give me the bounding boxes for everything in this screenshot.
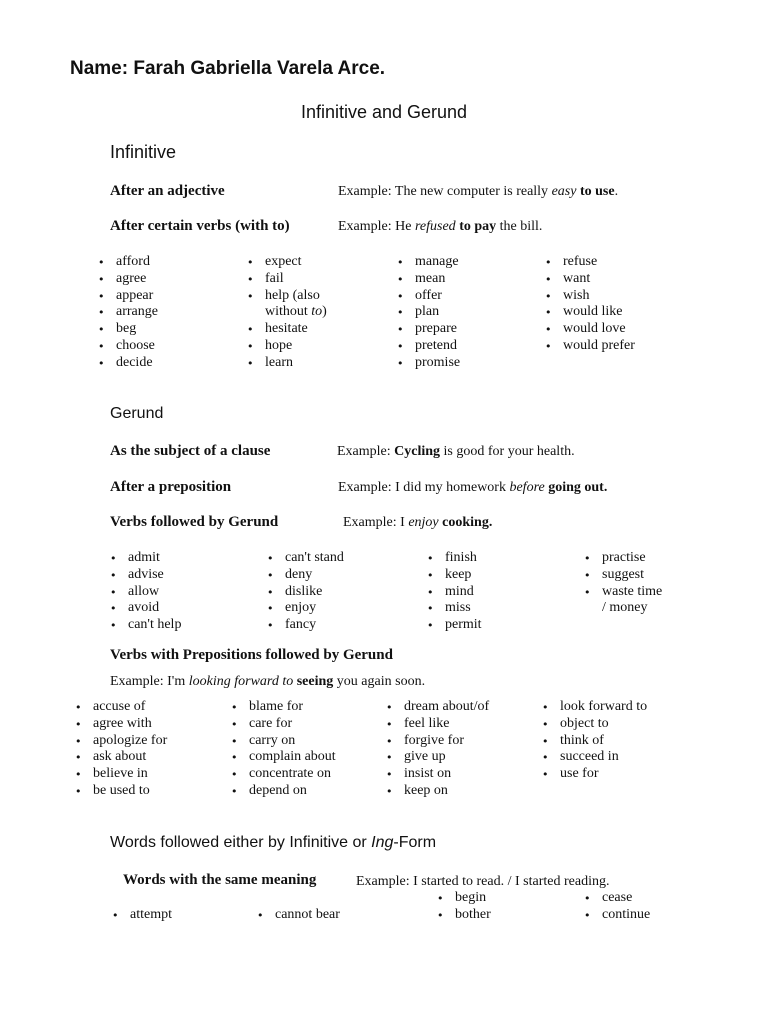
list-item: • continue — [584, 907, 650, 924]
list-item: • allow — [110, 584, 181, 601]
list-item: • permit — [427, 617, 482, 634]
either-verb-list-1 — [112, 907, 172, 924]
list-item: • accuse of — [75, 699, 167, 716]
list-item-continuation: / money — [602, 600, 648, 616]
gerund-verb-list-2 — [267, 550, 344, 634]
list-item: • carry on — [231, 733, 336, 750]
list-item: • wish — [545, 288, 635, 305]
list-item: • mean — [397, 271, 460, 288]
prep-heading: Verbs with Prepositions followed by Gerund — [110, 647, 393, 663]
list-item-continuation: without to) — [265, 304, 327, 320]
list-item: • dislike — [267, 584, 344, 601]
list-item: • arrange — [98, 304, 158, 321]
list-item: • believe in — [75, 766, 167, 783]
infinitive-verb-list-4 — [545, 254, 635, 355]
list-item: • deny — [267, 567, 344, 584]
infinitive-verb-list-1 — [98, 254, 158, 372]
list-item: • forgive for — [386, 733, 489, 750]
list-item: • succeed in — [542, 749, 647, 766]
list-item: • care for — [231, 716, 336, 733]
list-item: • think of — [542, 733, 647, 750]
section-heading-either: Words followed either by Infinitive or Ing-Form — [110, 834, 437, 851]
gerund-example-subject: Example: Cycling is good for your health. — [337, 444, 575, 459]
list-item: • would prefer — [545, 338, 635, 355]
infinitive-verb-list-3 — [397, 254, 460, 372]
either-verb-list-3 — [437, 890, 491, 924]
list-item: • beg — [98, 321, 158, 338]
list-item: • can't help — [110, 617, 181, 634]
list-item: • pretend — [397, 338, 460, 355]
list-item: • avoid — [110, 600, 181, 617]
either-verb-list-4 — [584, 890, 650, 924]
gerund-rule-preposition: After a preposition — [110, 479, 232, 495]
list-item: • choose — [98, 338, 158, 355]
list-item: • give up — [386, 749, 489, 766]
list-item: • look forward to — [542, 699, 647, 716]
gerund-verb-list-4 — [584, 550, 662, 617]
list-item: • attempt — [112, 907, 172, 924]
list-item: • concentrate on — [231, 766, 336, 783]
list-item: • manage — [397, 254, 460, 271]
list-item: • keep — [427, 567, 482, 584]
gerund-verb-list-1 — [110, 550, 181, 634]
list-item: • offer — [397, 288, 460, 305]
infinitive-example-verbs: Example: He refused to pay the bill. — [338, 219, 543, 234]
infinitive-verb-list-2 — [247, 254, 327, 372]
either-example-same-meaning: Example: I started to read. / I started reading. — [356, 874, 610, 889]
list-item: • complain about — [231, 749, 336, 766]
gerund-verb-list-3 — [427, 550, 482, 634]
gerund-rule-verbs: Verbs followed by Gerund — [110, 514, 279, 530]
list-item: • hesitate — [247, 321, 327, 338]
prep-verb-list-1 — [75, 699, 167, 800]
list-item: • insist on — [386, 766, 489, 783]
list-item: • use for — [542, 766, 647, 783]
infinitive-example-adjective: Example: The new computer is really easy to use. — [338, 184, 619, 199]
either-rule-same-meaning: Words with the same meaning — [123, 872, 317, 888]
list-item: • feel like — [386, 716, 489, 733]
list-item: • agree with — [75, 716, 167, 733]
list-item: • decide — [98, 355, 158, 372]
gerund-example-verbs: Example: I enjoy cooking. — [343, 515, 493, 530]
infinitive-rule-adjective: After an adjective — [110, 183, 225, 199]
list-item: • expect — [247, 254, 327, 271]
list-item: • miss — [427, 600, 482, 617]
list-item: • bother — [437, 907, 491, 924]
gerund-rule-subject: As the subject of a clause — [110, 443, 271, 459]
list-item: • afford — [98, 254, 158, 271]
list-item: • appear — [98, 288, 158, 305]
list-item: • mind — [427, 584, 482, 601]
list-item: • keep on — [386, 783, 489, 800]
student-name: Name: Farah Gabriella Varela Arce. — [70, 58, 386, 79]
list-item: • begin — [437, 890, 491, 907]
list-item: • finish — [427, 550, 482, 567]
list-item: • suggest — [584, 567, 662, 584]
list-item: • plan — [397, 304, 460, 321]
list-item: • hope — [247, 338, 327, 355]
list-item: • can't stand — [267, 550, 344, 567]
list-item: • learn — [247, 355, 327, 372]
prep-verb-list-3 — [386, 699, 489, 800]
prep-verb-list-4 — [542, 699, 647, 783]
list-item: • object to — [542, 716, 647, 733]
list-item: • would like — [545, 304, 635, 321]
list-item: • want — [545, 271, 635, 288]
list-item: • apologize for — [75, 733, 167, 750]
prep-verb-list-2 — [231, 699, 336, 800]
list-item: • fancy — [267, 617, 344, 634]
section-heading-gerund: Gerund — [110, 405, 164, 422]
list-item: • cannot bear — [257, 907, 340, 924]
list-item: • fail — [247, 271, 327, 288]
list-item: • advise — [110, 567, 181, 584]
section-heading-infinitive: Infinitive — [110, 142, 177, 162]
list-item: • admit — [110, 550, 181, 567]
list-item: • waste time — [584, 584, 662, 601]
list-item: • blame for — [231, 699, 336, 716]
either-verb-list-2 — [257, 907, 340, 924]
list-item: • agree — [98, 271, 158, 288]
list-item: • prepare — [397, 321, 460, 338]
list-item: • would love — [545, 321, 635, 338]
list-item: • enjoy — [267, 600, 344, 617]
list-item: • cease — [584, 890, 650, 907]
list-item: • help (also — [247, 288, 327, 305]
page-title: Infinitive and Gerund — [300, 102, 468, 122]
list-item: • ask about — [75, 749, 167, 766]
list-item: • promise — [397, 355, 460, 372]
list-item: • dream about/of — [386, 699, 489, 716]
list-item: • refuse — [545, 254, 635, 271]
prep-example: Example: I'm looking forward to seeing you again soon. — [110, 674, 426, 689]
gerund-example-preposition: Example: I did my homework before going out. — [338, 480, 608, 495]
list-item: • practise — [584, 550, 662, 567]
list-item: • depend on — [231, 783, 336, 800]
infinitive-rule-verbs: After certain verbs (with to) — [110, 218, 290, 234]
list-item: • be used to — [75, 783, 167, 800]
